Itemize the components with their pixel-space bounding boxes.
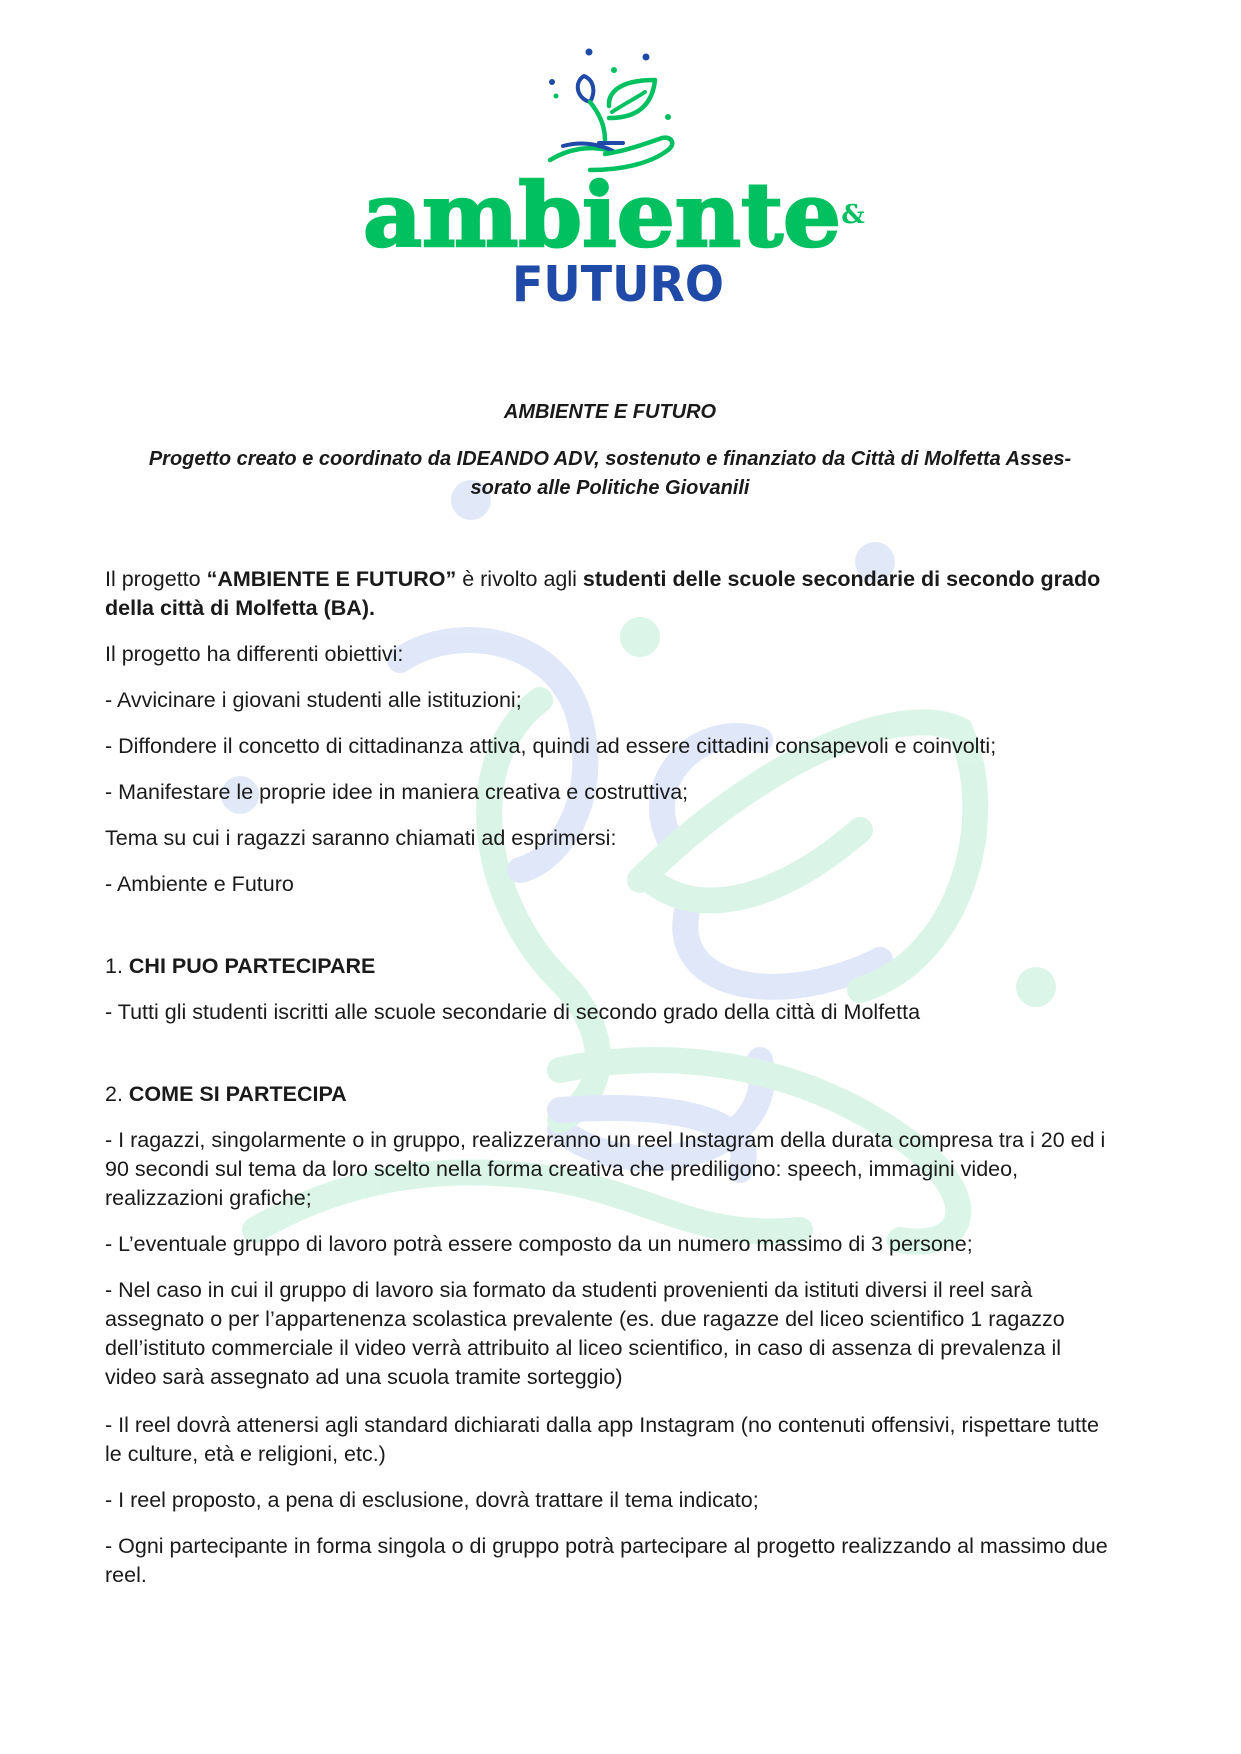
objectives-label: Il progetto ha differenti obiettivi: bbox=[105, 642, 404, 666]
document-body bbox=[105, 565, 1117, 1607]
logo-ampersand: & bbox=[841, 200, 865, 230]
theme-label: Tema su cui i ragazzi saranno chiamati ad esprimersi: bbox=[105, 826, 617, 850]
list-item: - I ragazzi, singolarmente o in gruppo, realizzeranno un reel Instagram della durata compresa tra i 20 ed i 90 secondi sul tema da loro scelto nella forma creativa che prediligono: speech, immagini video, realizzazioni grafiche; bbox=[105, 1128, 1106, 1210]
list-item: - Tutti gli studenti iscritti alle scuole secondarie di secondo grado della città di Molfetta bbox=[105, 1000, 921, 1024]
target-audience: studenti delle scuole secondarie di secondo grado della città di Molfetta (BA). bbox=[105, 567, 1101, 620]
list-item: - Ogni partecipante in forma singola o di gruppo potrà partecipare al progetto realizzando al massimo due reel. bbox=[105, 1534, 1108, 1587]
section-title: CHI PUO PARTECIPARE bbox=[128, 954, 376, 978]
section-number: 1. bbox=[105, 954, 129, 978]
theme-item: - Ambiente e Futuro bbox=[105, 872, 294, 896]
plant-in-hand-icon bbox=[549, 49, 672, 171]
dot-icon bbox=[554, 94, 559, 99]
dot-icon bbox=[549, 79, 555, 85]
intro-text: Il progetto bbox=[105, 567, 207, 591]
document-subtitle bbox=[100, 445, 1120, 503]
dot-icon bbox=[611, 67, 617, 73]
dot-icon bbox=[586, 49, 593, 56]
section-heading-come-si-partecipa bbox=[105, 1080, 1117, 1109]
section-title: COME SI PARTECIPA bbox=[128, 1082, 347, 1106]
list-item: - I reel proposto, a pena di esclusione, dovrà trattare il tema indicato; bbox=[105, 1488, 759, 1512]
list-item: - L’eventuale gruppo di lavoro potrà essere composto da un numero massimo di 3 persone; bbox=[105, 1232, 973, 1256]
section-heading-chi-puo-partecipare bbox=[105, 952, 1117, 981]
list-item: - Nel caso in cui il gruppo di lavoro sia formato da studenti provenienti da istituti diversi il reel sarà assegnato o per l’appartenenza scolastica prevalente (es. due ragazze del liceo scientifico 1 ragazzo dell’istituto commerciale il video verrà attribuito al liceo scientifico, in caso di assenza di prevalenza il video sarà assegnato ad una scuola tramite sorteggio) bbox=[105, 1278, 1065, 1389]
intro-paragraph bbox=[105, 565, 1117, 623]
project-name: “AMBIENTE E FUTURO” bbox=[206, 567, 457, 591]
dot-icon bbox=[665, 114, 671, 120]
ambiente-futuro-logo bbox=[0, 0, 1241, 330]
logo-word-futuro: FUTURO bbox=[512, 256, 724, 313]
logo-word-ambiente: ambiente bbox=[363, 163, 841, 267]
section-number: 2. bbox=[105, 1082, 129, 1106]
dot-icon bbox=[643, 54, 650, 61]
objective-item: - Avvicinare i giovani studenti alle istituzioni; bbox=[105, 688, 522, 712]
objective-item: - Manifestare le proprie idee in maniera creativa e costruttiva; bbox=[105, 780, 689, 804]
subtitle-line-2: sorato alle Politiche Giovanili bbox=[470, 477, 750, 499]
list-item: - Il reel dovrà attenersi agli standard dichiarati dalla app Instagram (no contenuti offensivi, rispettare tutte le culture, età e religioni, etc.) bbox=[105, 1413, 1099, 1466]
subtitle-line-1: Progetto creato e coordinato da IDEANDO ADV, sostenuto e finanziato da Città di Molfetta Asses- bbox=[148, 448, 1072, 470]
intro-text: è rivolto agli bbox=[456, 567, 583, 591]
document-title: AMBIENTE E FUTURO bbox=[503, 401, 717, 423]
objective-item: - Diffondere il concetto di cittadinanza attiva, quindi ad essere cittadini consapevoli e coinvolti; bbox=[105, 734, 997, 758]
